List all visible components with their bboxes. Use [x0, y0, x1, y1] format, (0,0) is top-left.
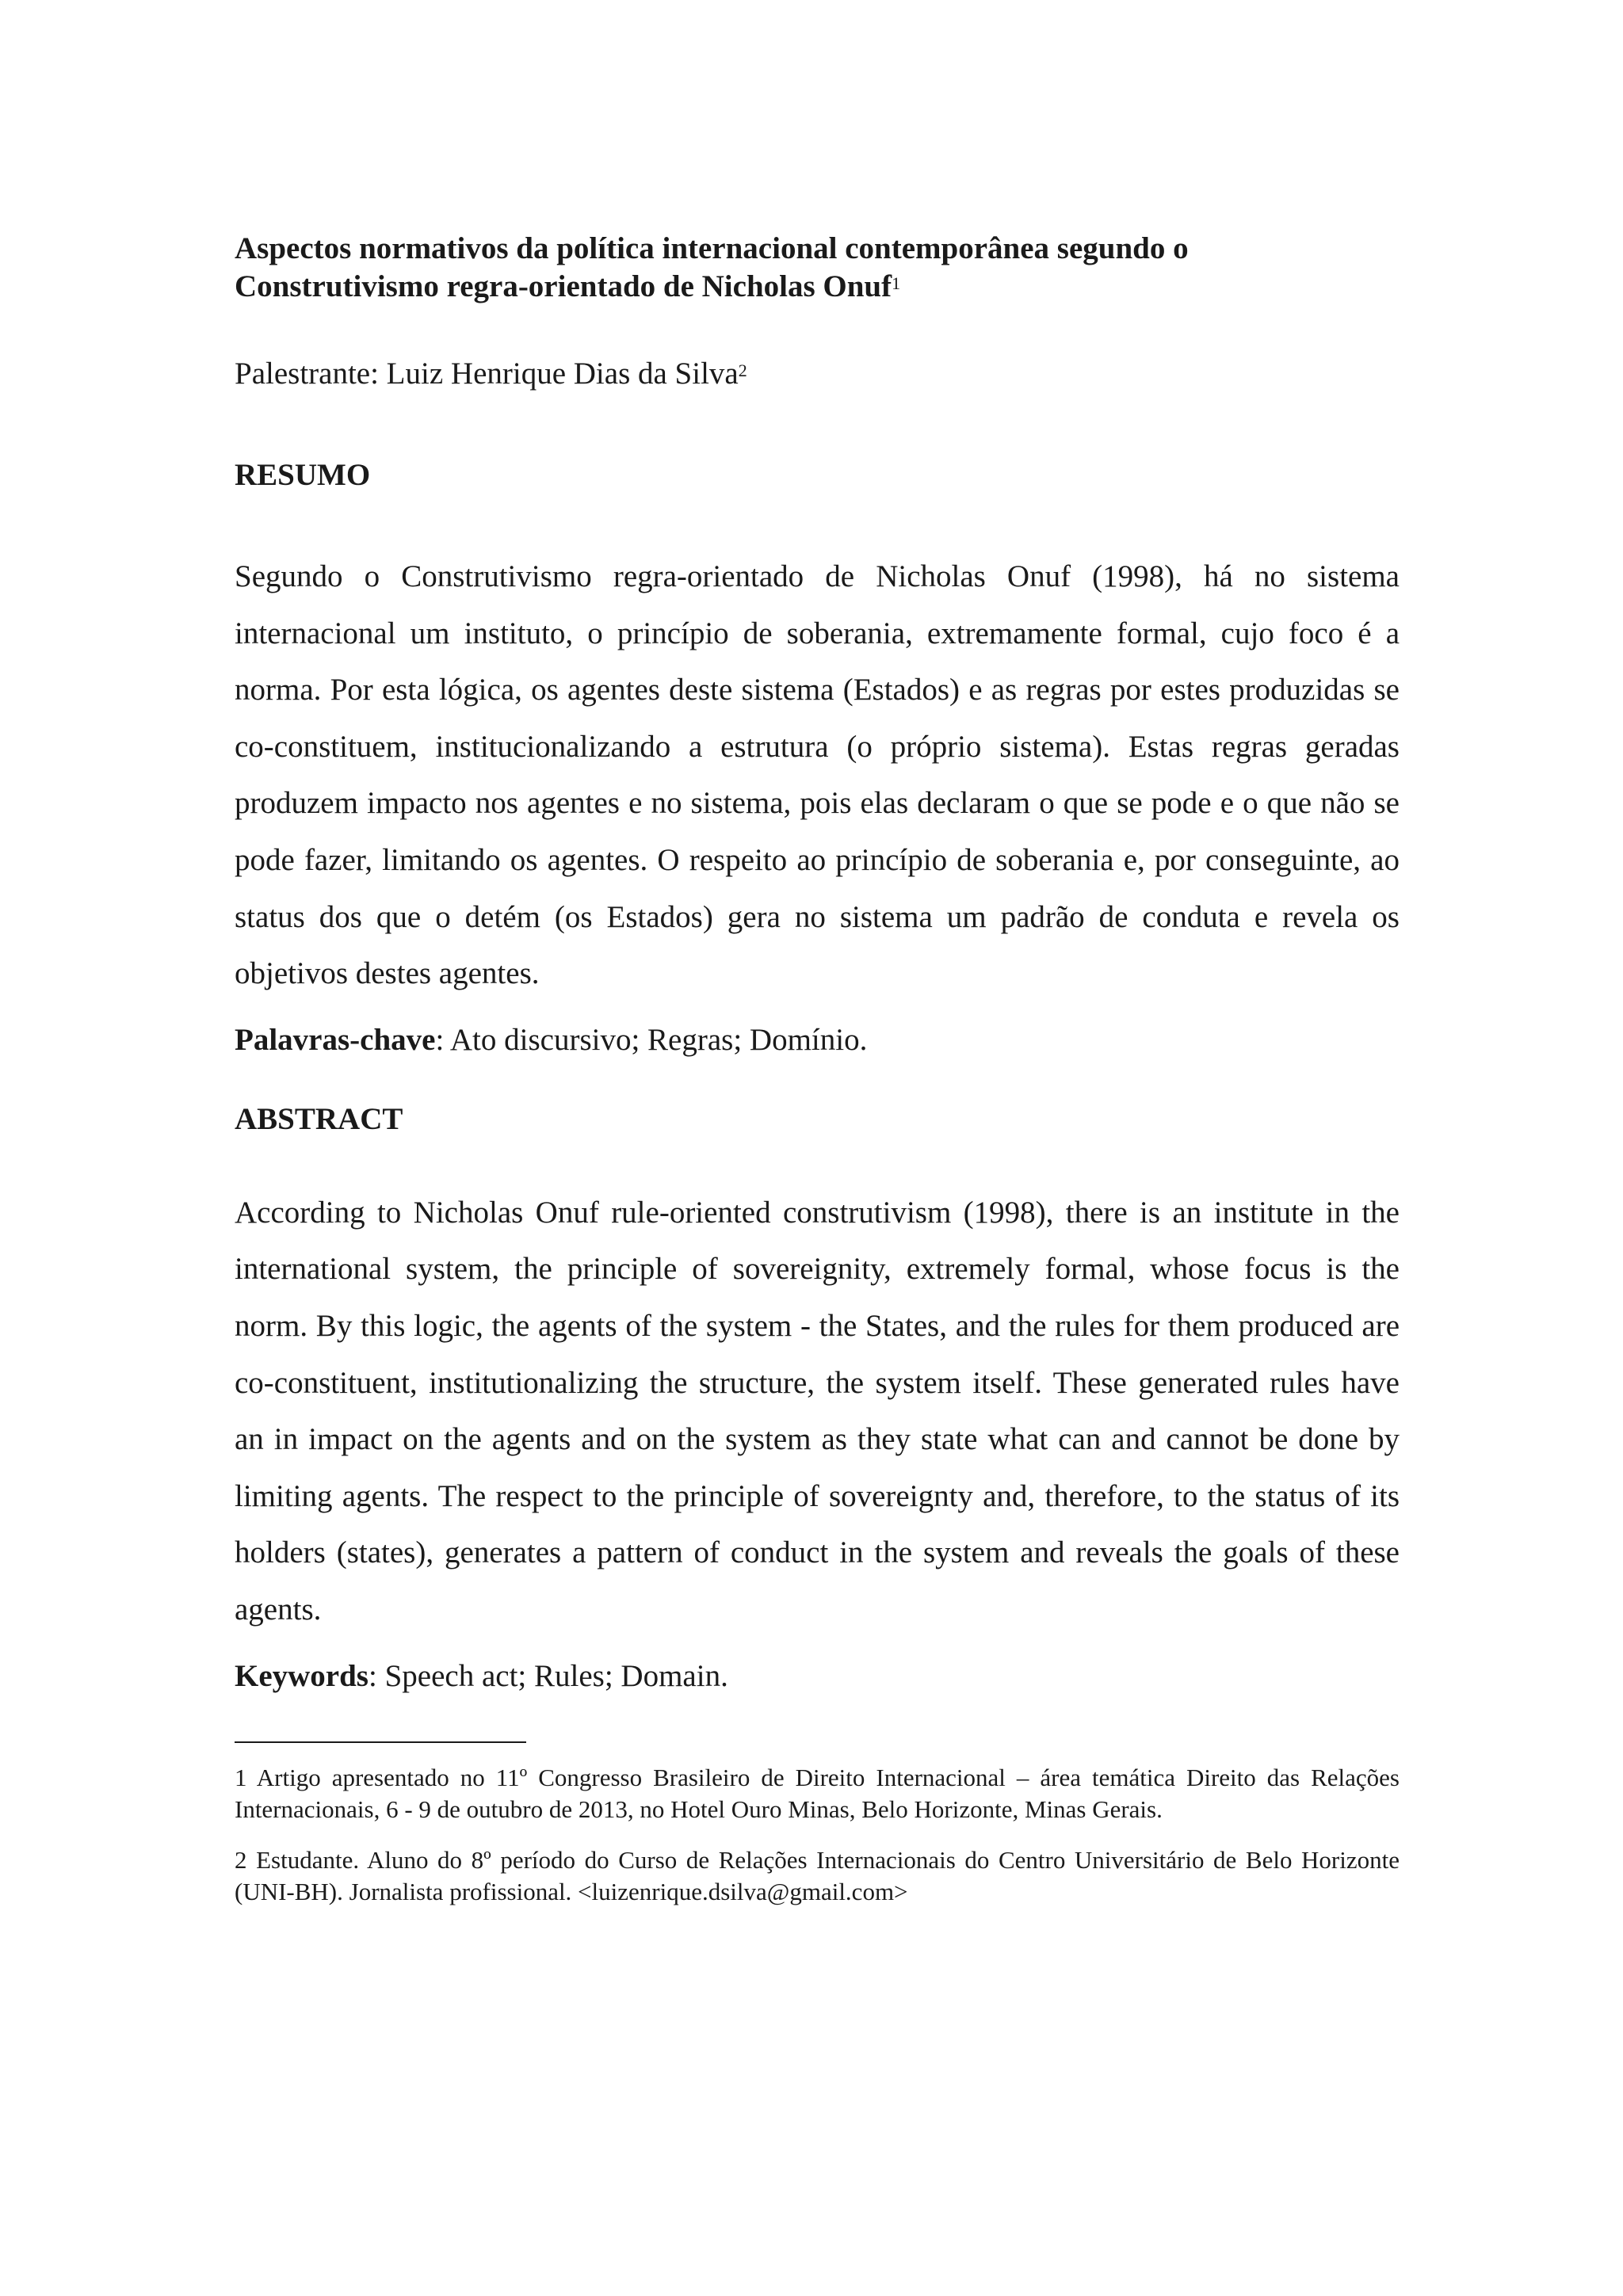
speaker-text: Palestrante: Luiz Henrique Dias da Silva	[235, 357, 739, 391]
paper-page	[235, 230, 1400, 1908]
resumo-keywords	[235, 1021, 1400, 1059]
paper-title	[235, 230, 1400, 306]
abstract-body: According to Nicholas Onuf rule-oriented construtivism (1998), there is an institute in the international system, the principle of sovereignity, extremely formal, whose focus is the norm. By this logic, the agents of the system - the States, and the rules for them produced are co-constituent, institutionalizing the structure, the system itself. These generated rules have an in impact on the agents and on the system as they state what can and cannot be done by limiting agents. The respect to the principle of sovereignty and, therefore, to the status of its holders (states), generates a pattern of conduct in the system and reveals the goals of these agents.	[235, 1195, 1400, 1627]
footnote-separator	[235, 1741, 526, 1743]
abstract-keywords	[235, 1657, 1400, 1695]
speaker-line	[235, 355, 1400, 393]
resumo-heading: RESUMO	[235, 458, 371, 492]
speaker-footnote-ref[interactable]: 2	[738, 360, 747, 380]
footnote-2: 2 Estudante. Aluno do 8º período do Curso de Relações Internacionais do Centro Universitário de Belo Horizonte (UNI-BH). Jornalista profissional. <luizenrique.dsilva@gmail.com>	[235, 1845, 1400, 1905]
resumo-keywords-label: Palavras-chave	[235, 1022, 436, 1057]
abstract-heading: ABSTRACT	[235, 1101, 403, 1136]
resumo-body: Segundo o Construtivismo regra-orientado de Nicholas Onuf (1998), há no sistema internacional um instituto, o princípio de soberania, extremamente formal, cujo foco é a norma. Por esta lógica, os agentes deste sistema (Estados) e as regras por estes produzidas se co-constituem, institucionalizando a estrutura (o próprio sistema). Estas regras geradas produzem impacto nos agentes e no sistema, pois elas declaram o que se pode e o que não se pode fazer, limitando os agentes. O respeito ao princípio de soberania e, por conseguinte, ao status dos que o detém (os Estados) gera no sistema um padrão de conduta e revela os objetivos destes agentes.	[235, 559, 1400, 991]
title-footnote-ref[interactable]: 1	[892, 273, 901, 293]
abstract-keywords-list: : Speech act; Rules; Domain.	[369, 1658, 728, 1693]
abstract-keywords-label: Keywords	[235, 1658, 369, 1693]
paper-title-text: Aspectos normativos da política internacional contemporânea segundo o Construtivismo regra-orientado de Nicholas Onuf	[235, 231, 1189, 303]
footnote-1: 1 Artigo apresentado no 11º Congresso Brasileiro de Direito Internacional – área temática Direito das Relações Internacionais, 6 - 9 de outubro de 2013, no Hotel Ouro Minas, Belo Horizonte, Minas Gerais.	[235, 1763, 1400, 1823]
resumo-keywords-list: : Ato discursivo; Regras; Domínio.	[435, 1022, 868, 1057]
